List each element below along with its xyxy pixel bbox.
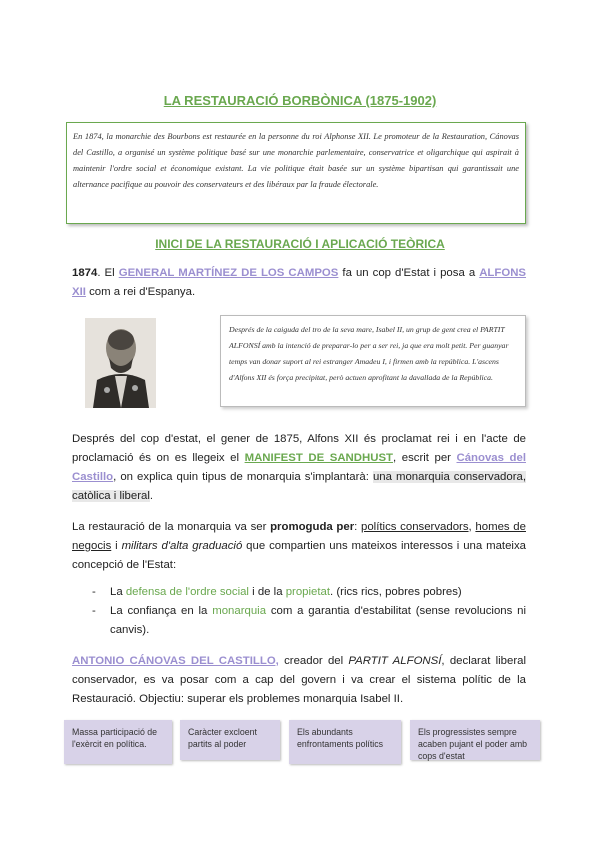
portrait-image xyxy=(85,318,156,408)
link-general-martinez[interactable]: GENERAL MARTÍNEZ DE LOS CAMPOS xyxy=(118,267,339,279)
text: . (rics rics, pobres pobres) xyxy=(330,586,462,598)
text: , xyxy=(468,521,476,533)
green-text: propietat xyxy=(285,586,331,598)
cause-card-4: Els progressistes sempre acaben pujant el poder amb cops d'estat xyxy=(410,720,540,760)
italic-text: PARTIT ALFONSÍ xyxy=(348,655,442,667)
underlined-text: homes de negocis xyxy=(72,521,526,552)
text: La confiança en la xyxy=(110,605,213,617)
italic-text: militars d'alta graduació xyxy=(121,540,243,552)
paragraph-4 xyxy=(72,652,526,709)
text: . El xyxy=(97,267,119,279)
text: La xyxy=(110,586,126,598)
green-text: defensa de l'ordre social xyxy=(125,586,249,598)
list-item xyxy=(90,583,526,602)
text: com a rei d'Espanya. xyxy=(85,286,196,298)
quote-box: Després de la caiguda del tro de la seva mare, Isabel II, un grup de gent crea el PARTIT ALFONSÍ amb la intenció de preparar-lo per a ser rei, ja que era molt petit. Per guanyar temps van donar suport al rei estranger Amadeu I, i firmen amb la república. L'ascens d'Alfons XII és força precipitat, però actuen aprofitant la davallada de la República. xyxy=(220,315,526,407)
link-manifest-sandhust[interactable]: MANIFEST DE SANDHUST xyxy=(244,452,394,464)
green-text: monarquia xyxy=(212,605,267,617)
text: : xyxy=(354,521,362,533)
bold-text: promoguda per xyxy=(270,521,355,533)
text: . xyxy=(149,490,154,502)
text: i xyxy=(111,540,122,552)
text: Després del cop d'estat, el gener de 1875, Alfons XII és proclamat rei i en l'acte de proclamació és on es llegeix el xyxy=(72,433,526,464)
highlight-text: una monarquia conservadora, catòlica i liberal xyxy=(72,471,526,502)
list-item xyxy=(90,602,526,640)
cause-card-1: Massa participació de l'exèrcit en política. xyxy=(64,720,172,764)
text: i de la xyxy=(248,586,286,598)
text: com a garantia d'estabilitat (sense revolucions ni canvis). xyxy=(110,605,526,636)
page-title: LA RESTAURACIÓ BORBÒNICA (1875-1902) xyxy=(163,93,437,108)
year: 1874 xyxy=(72,267,98,279)
text: que compartien uns mateixos interessos i una mateixa concepció de l'Estat: xyxy=(72,540,526,571)
text: , on explica quin tipus de monarquia s'implantarà: xyxy=(113,471,373,483)
paragraph-1 xyxy=(72,264,526,302)
underlined-text: polítics conservadors xyxy=(361,521,469,533)
intro-box: En 1874, la monarchie des Bourbons est restaurée en la personne du roi Alphonse XII. Le promoteur de la Restauration, Cánovas del Castillo, a organisé un système politique basé sur une monarchie parlementaire, conservatrice et oligarchique qui aspirait à maintenir l'ordre social et économique existant. La vie politique était basée sur un système bipartisan qui garantissait une alternance pacifique au pouvoir des conservateurs et des libéraux par la fraude électorale. xyxy=(66,122,526,224)
text: , declarat liberal conservador, es va posar com a cap del govern i va crear el sistema polític de la Restauració. Objectiu: superar els problemes monarquia Isabel II. xyxy=(72,655,526,705)
cause-card-2: Caràcter excloent partits al poder xyxy=(180,720,280,760)
section-subtitle: INICI DE LA RESTAURACIÓ I APLICACIÓ TEÒRICA xyxy=(155,237,445,251)
text: La restauració de la monarquia va ser xyxy=(72,521,271,533)
text: , escrit per xyxy=(393,452,457,464)
cause-card-3: Els abundants enfrontaments polítics xyxy=(289,720,401,764)
text: creador del xyxy=(278,655,349,667)
text: fa un cop d'Estat i posa a xyxy=(338,267,480,279)
link-antonio-canovas[interactable]: ANTONIO CÁNOVAS DEL CASTILLO, xyxy=(72,655,279,667)
bullet-list xyxy=(90,583,526,640)
paragraph-2 xyxy=(72,430,526,506)
paragraph-3 xyxy=(72,518,526,575)
link-canovas[interactable]: Cánovas del Castillo xyxy=(72,452,526,483)
link-alfons-xii[interactable]: ALFONS XII xyxy=(72,267,527,298)
